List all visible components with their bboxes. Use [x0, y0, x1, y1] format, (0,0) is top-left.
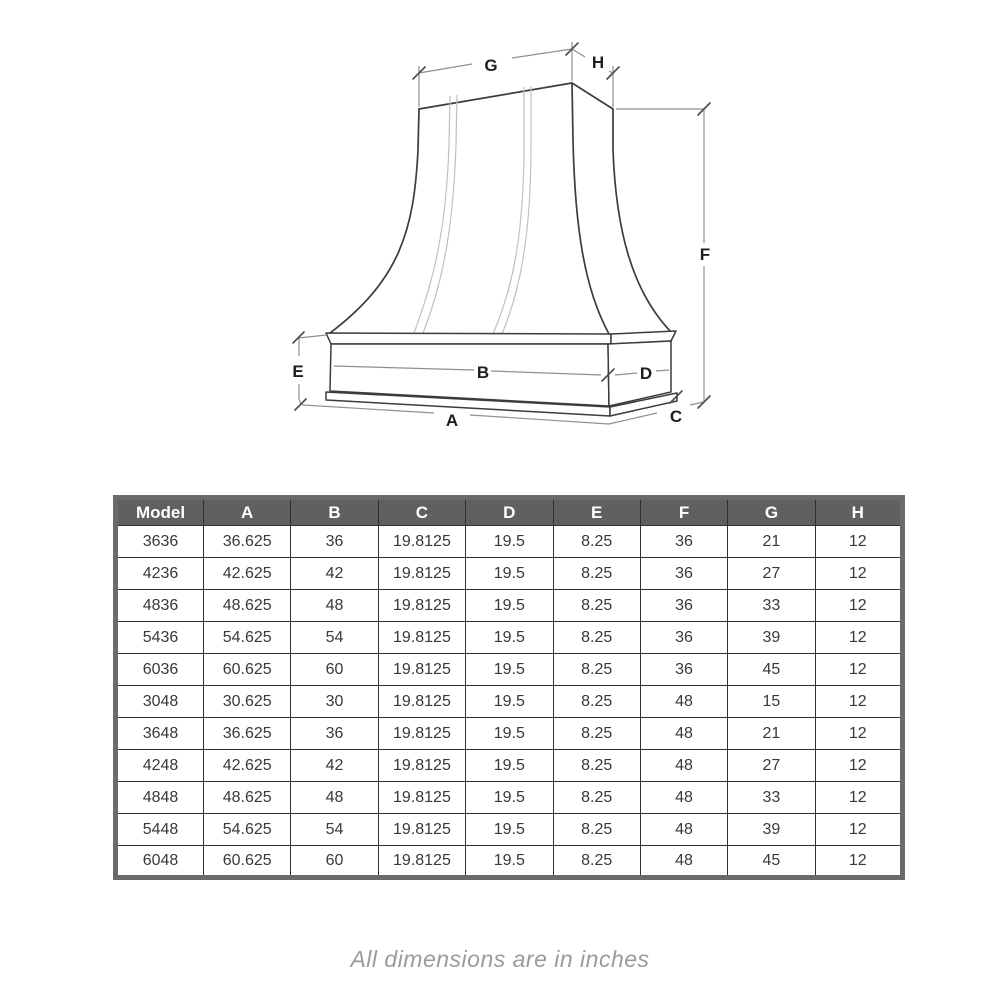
- table-cell: 19.5: [466, 846, 553, 878]
- table-cell: 19.5: [466, 782, 553, 814]
- table-cell: 6048: [116, 846, 204, 878]
- table-cell: 60.625: [204, 654, 291, 686]
- table-cell: 3648: [116, 718, 204, 750]
- table-cell: 12: [815, 750, 902, 782]
- table-cell: 48: [640, 782, 727, 814]
- table-cell: 5448: [116, 814, 204, 846]
- table-cell: 48: [640, 718, 727, 750]
- table-cell: 54.625: [204, 814, 291, 846]
- table-cell: 36: [291, 526, 378, 558]
- table-cell: 36: [640, 558, 727, 590]
- table-cell: 39: [728, 814, 815, 846]
- table-cell: 27: [728, 750, 815, 782]
- dim-label-D: D: [639, 364, 653, 383]
- table-cell: 19.8125: [378, 622, 465, 654]
- table-cell: 19.8125: [378, 686, 465, 718]
- table-cell: 39: [728, 622, 815, 654]
- table-cell: 4236: [116, 558, 204, 590]
- table-row: [116, 750, 903, 782]
- table-cell: 33: [728, 590, 815, 622]
- table-cell: 33: [728, 782, 815, 814]
- table-cell: 48.625: [204, 782, 291, 814]
- table-cell: 3048: [116, 686, 204, 718]
- table-row: [116, 846, 903, 878]
- table-cell: 48: [291, 590, 378, 622]
- table-cell: 12: [815, 718, 902, 750]
- table-cell: 19.8125: [378, 782, 465, 814]
- table-cell: 36: [640, 590, 727, 622]
- table-cell: 19.8125: [378, 558, 465, 590]
- table-header-cell: Model: [116, 498, 204, 526]
- ext-line-e-top: [299, 335, 326, 338]
- table-cell: 19.8125: [378, 654, 465, 686]
- dim-label-G: G: [484, 56, 498, 75]
- table-cell: 48: [640, 814, 727, 846]
- table-row: [116, 814, 903, 846]
- table-cell: 8.25: [553, 750, 640, 782]
- table-cell: 60.625: [204, 846, 291, 878]
- table-cell: 27: [728, 558, 815, 590]
- table-cell: 54: [291, 814, 378, 846]
- table-cell: 60: [291, 846, 378, 878]
- dim-label-B: B: [476, 363, 490, 382]
- table-cell: 4248: [116, 750, 204, 782]
- table-cell: 48: [640, 686, 727, 718]
- table-cell: 19.5: [466, 718, 553, 750]
- table-cell: 4848: [116, 782, 204, 814]
- table-row: [116, 526, 903, 558]
- table-cell: 12: [815, 782, 902, 814]
- table-cell: 8.25: [553, 526, 640, 558]
- table-cell: 48: [640, 846, 727, 878]
- table-cell: 60: [291, 654, 378, 686]
- table-cell: 4836: [116, 590, 204, 622]
- table-cell: 6036: [116, 654, 204, 686]
- dim-label-C: C: [669, 407, 683, 426]
- dim-label-H: H: [591, 53, 605, 72]
- table-cell: 42.625: [204, 750, 291, 782]
- table-cell: 36.625: [204, 718, 291, 750]
- table-header-cell: A: [204, 498, 291, 526]
- table-cell: 48: [291, 782, 378, 814]
- table-cell: 36: [640, 622, 727, 654]
- table-cell: 19.8125: [378, 526, 465, 558]
- table-cell: 19.5: [466, 814, 553, 846]
- table-cell: 8.25: [553, 782, 640, 814]
- strap-lines: [414, 86, 531, 334]
- table-cell: 21: [728, 718, 815, 750]
- table-cell: 8.25: [553, 590, 640, 622]
- table-cell: 8.25: [553, 718, 640, 750]
- table-head: [116, 498, 903, 526]
- table-cell: 19.5: [466, 686, 553, 718]
- dim-label-F: F: [699, 245, 711, 264]
- table-row: [116, 782, 903, 814]
- table-row: [116, 686, 903, 718]
- table-cell: 19.5: [466, 558, 553, 590]
- table-cell: 12: [815, 686, 902, 718]
- table-cell: 42: [291, 750, 378, 782]
- table-cell: 42: [291, 558, 378, 590]
- table-cell: 30: [291, 686, 378, 718]
- table-cell: 36.625: [204, 526, 291, 558]
- table-header-cell: D: [466, 498, 553, 526]
- table-cell: 42.625: [204, 558, 291, 590]
- table-cell: 12: [815, 558, 902, 590]
- units-note: All dimensions are in inches: [350, 946, 650, 972]
- table-cell: 19.5: [466, 590, 553, 622]
- table-cell: 8.25: [553, 846, 640, 878]
- table-cell: 19.8125: [378, 846, 465, 878]
- table-cell: 19.5: [466, 654, 553, 686]
- dim-label-E: E: [292, 362, 304, 381]
- table-cell: 48.625: [204, 590, 291, 622]
- table-cell: 36: [640, 654, 727, 686]
- table-cell: 21: [728, 526, 815, 558]
- table-cell: 8.25: [553, 558, 640, 590]
- dimensions-table: [113, 495, 905, 880]
- table-cell: 5436: [116, 622, 204, 654]
- hood-outline: [330, 83, 672, 334]
- table-row: [116, 622, 903, 654]
- dim-label-A: A: [445, 411, 459, 430]
- table-header-cell: G: [728, 498, 815, 526]
- table-cell: 8.25: [553, 814, 640, 846]
- table-cell: 19.8125: [378, 750, 465, 782]
- table-cell: 12: [815, 654, 902, 686]
- table-cell: 8.25: [553, 686, 640, 718]
- table-cell: 12: [815, 622, 902, 654]
- table-row: [116, 654, 903, 686]
- table-row: [116, 590, 903, 622]
- table-cell: 30.625: [204, 686, 291, 718]
- table-cell: 8.25: [553, 622, 640, 654]
- table-cell: 54.625: [204, 622, 291, 654]
- table-cell: 19.8125: [378, 718, 465, 750]
- table-cell: 45: [728, 654, 815, 686]
- table-cell: 12: [815, 590, 902, 622]
- table-cell: 19.5: [466, 622, 553, 654]
- table-cell: 19.5: [466, 526, 553, 558]
- table-cell: 19.8125: [378, 590, 465, 622]
- table-body: [116, 526, 903, 878]
- table-header-cell: F: [640, 498, 727, 526]
- table-cell: 12: [815, 846, 902, 878]
- base-box: [326, 331, 677, 416]
- table-row: [116, 558, 903, 590]
- table-cell: 36: [640, 526, 727, 558]
- table-header-row: [116, 498, 903, 526]
- table-cell: 19.8125: [378, 814, 465, 846]
- table-cell: 15: [728, 686, 815, 718]
- table-header-cell: C: [378, 498, 465, 526]
- hood-diagram: [0, 0, 1000, 470]
- table-header-cell: B: [291, 498, 378, 526]
- table-cell: 45: [728, 846, 815, 878]
- table-cell: 12: [815, 526, 902, 558]
- table-row: [116, 718, 903, 750]
- table-cell: 3636: [116, 526, 204, 558]
- table-cell: 54: [291, 622, 378, 654]
- table-cell: 12: [815, 814, 902, 846]
- table-cell: 8.25: [553, 654, 640, 686]
- table-header-cell: E: [553, 498, 640, 526]
- table-cell: 19.5: [466, 750, 553, 782]
- table-cell: 36: [291, 718, 378, 750]
- table-cell: 48: [640, 750, 727, 782]
- crown-front: [326, 333, 611, 344]
- table-header-cell: H: [815, 498, 902, 526]
